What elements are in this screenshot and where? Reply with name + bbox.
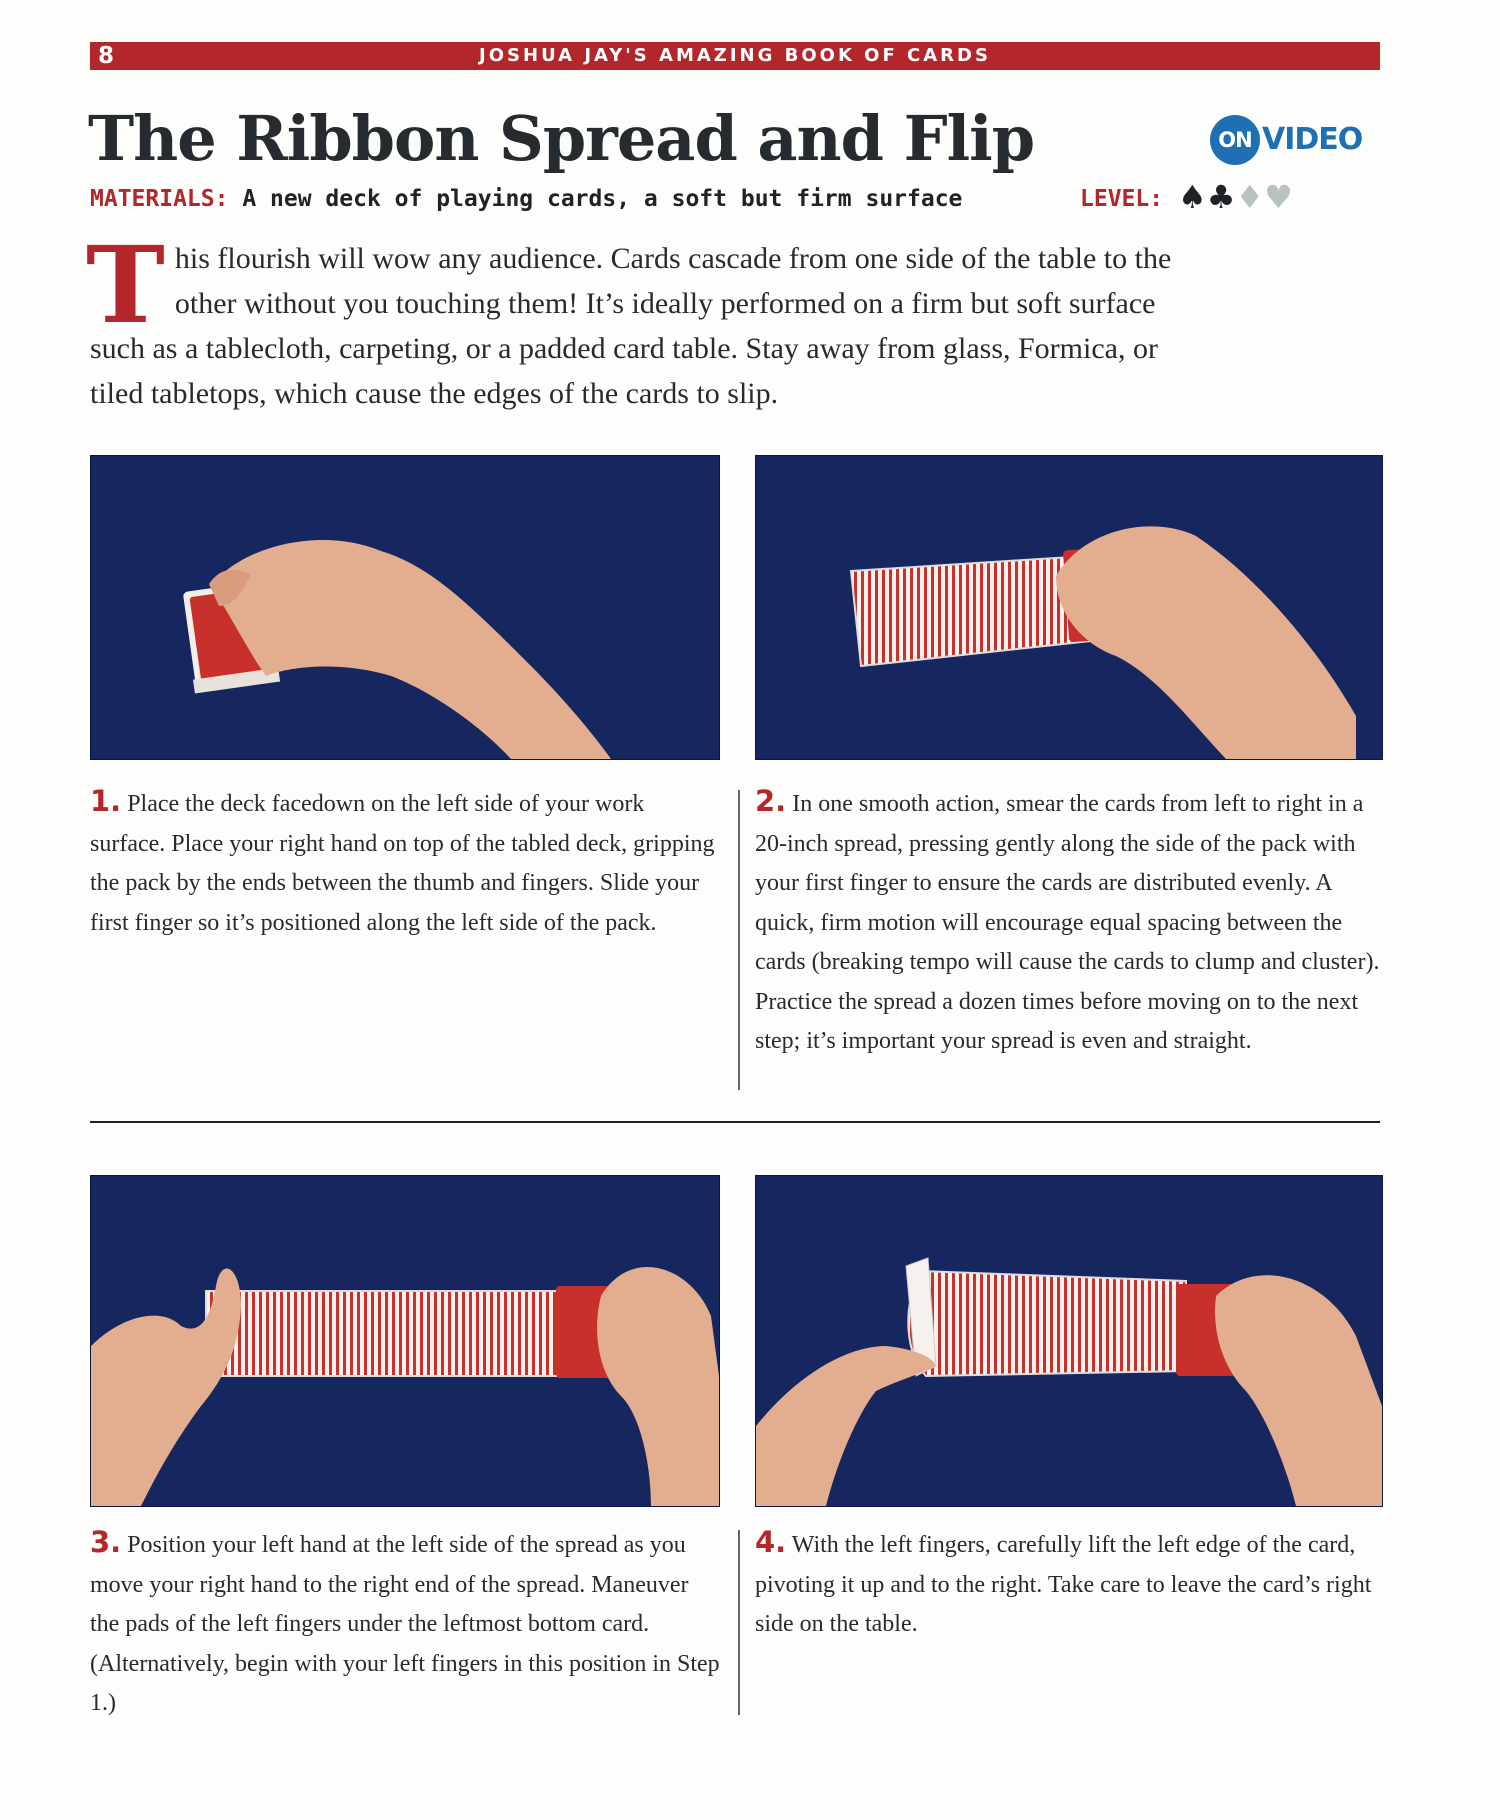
step-4-body: With the left fingers, carefully lift the left edge of the card, pivoting it up and to the right. Take care to leave the card’s right side on the table.	[755, 1532, 1372, 1637]
drop-cap: T	[86, 222, 165, 347]
step-1-photo	[90, 455, 720, 760]
materials-line	[90, 186, 962, 212]
club-icon: ♣	[1206, 178, 1236, 216]
page-title: The Ribbon Spread and Flip	[88, 102, 1035, 175]
materials-label: MATERIALS:	[90, 186, 229, 212]
spade-icon: ♠	[1178, 178, 1207, 216]
card-lift-image	[756, 1176, 1382, 1506]
on-video-icon: ON	[1210, 115, 1260, 165]
step-1-text	[90, 782, 720, 943]
step-3-number: 3.	[90, 1525, 122, 1559]
step-3-photo	[90, 1175, 720, 1507]
step-1-body: Place the deck facedown on the left side of your work surface. Place your right hand on top of the tabled deck, gripping the pack by the ends between the thumb and fingers. Slide your first finger so it’s positioned along the left side of the pack.	[90, 791, 715, 936]
intro-text: his flourish will wow any audience. Cards cascade from one side of the table to the other without you touching them! It’s ideally performed on a firm but soft surface such as a tablecloth, carpeting, or a padded card table. Stay away from glass, Formica, or tiled tabletops, which cause the edges of the cards to slip.	[90, 242, 1172, 410]
book-title: JOSHUA JAY'S AMAZING BOOK OF CARDS	[479, 45, 991, 66]
step-2-text	[755, 782, 1385, 1062]
column-divider	[738, 1530, 740, 1715]
page-header	[90, 42, 1380, 70]
materials-value: A new deck of playing cards, a soft but firm surface	[242, 186, 963, 212]
column-divider	[738, 790, 740, 1090]
on-video-badge[interactable]	[1210, 115, 1385, 165]
page-number: 8	[98, 43, 115, 69]
step-4-photo	[755, 1175, 1383, 1507]
deck-with-hand-image	[91, 456, 719, 759]
long-spread-image	[91, 1176, 719, 1506]
step-2-body: In one smooth action, smear the cards from left to right in a 20-inch spread, pressing gently along the side of the pack with your first finger to ensure the cards are distributed evenly. A quick, firm motion will encourage equal spacing between the cards (breaking tempo will cause the cards to clump and cluster). Practice the spread a dozen times before moving on to the next step; it’s important your spread is even and straight.	[755, 791, 1380, 1054]
video-label: VIDEO	[1262, 122, 1363, 157]
level-rating	[1178, 180, 1293, 214]
short-spread-image	[756, 456, 1382, 759]
step-2-photo	[755, 455, 1383, 760]
step-3-text	[90, 1523, 720, 1724]
level-label: LEVEL:	[1080, 186, 1164, 212]
diamond-icon: ♦	[1235, 178, 1265, 216]
step-2-number: 2.	[755, 784, 787, 818]
section-divider	[90, 1121, 1380, 1123]
step-4-text	[755, 1523, 1385, 1645]
level-line	[1080, 186, 1163, 212]
intro-paragraph	[86, 222, 1210, 416]
step-3-body: Position your left hand at the left side of the spread as you move your right hand to the right end of the spread. Maneuver the pads of the left fingers under the leftmost bottom card. (Alternatively, begin with your left fingers in this position in Step 1.)	[90, 1532, 720, 1716]
step-1-number: 1.	[90, 784, 122, 818]
step-4-number: 4.	[755, 1525, 787, 1559]
heart-icon: ♥	[1264, 178, 1293, 216]
